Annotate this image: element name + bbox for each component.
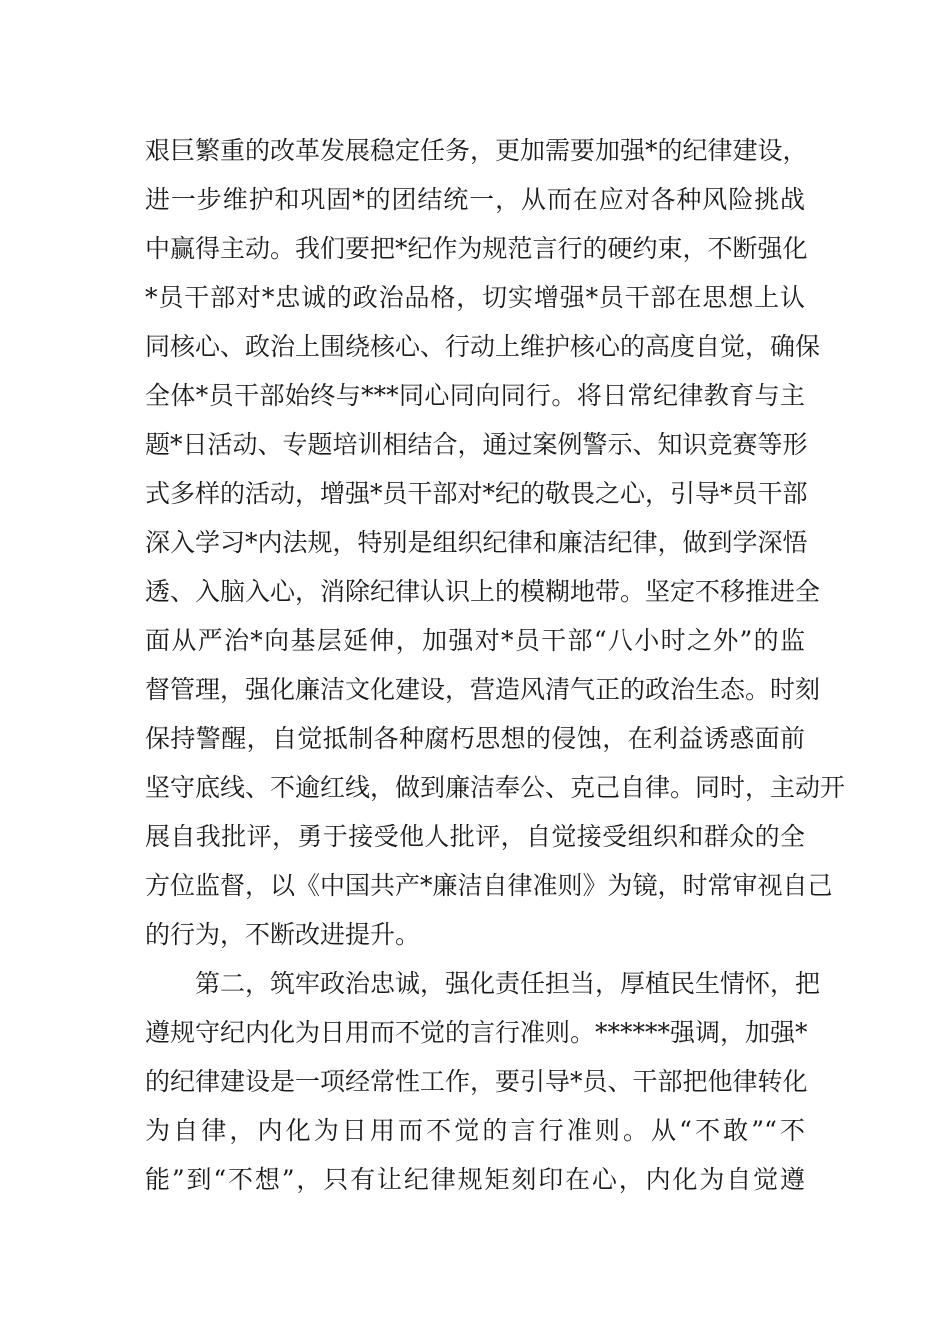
text-line: 展自我批评，勇于接受他人批评，自觉接受组织和群众的全 — [145, 822, 805, 851]
text-line: 深入学习*内法规，特别是组织纪律和廉洁纪律，做到学深悟 — [145, 528, 808, 557]
text-line: 的行为，不断改进提升。 — [145, 920, 421, 949]
text-line: 的纪律建设是一项经常性工作，要引导*员、干部把他律转化 — [145, 1067, 808, 1096]
text-line: 督管理，强化廉洁文化建设，营造风清气正的政治生态。时刻 — [145, 675, 821, 704]
text-line: 同核心、政治上围绕核心、行动上维护核心的高度自觉，确保 — [145, 332, 821, 361]
text-line: 遵规守纪内化为日用而不觉的言行准则。******强调，加强* — [145, 1018, 808, 1047]
text-line: 保持警醒，自觉抵制各种腐朽思想的侵蚀，在利益诱惑面前 — [145, 724, 805, 753]
text-line: 式多样的活动，增强*员干部对*纪的敬畏之心，引导*员干部 — [145, 479, 808, 508]
text-line: 面从严治*向基层延伸，加强对*员干部“八小时之外”的监 — [145, 626, 805, 655]
text-line: 透、入脑入心，消除纪律认识上的模糊地带。坚定不移推进全 — [145, 577, 821, 606]
text-line: *员干部对*忠诚的政治品格，切实增强*员干部在思想上认 — [145, 283, 805, 312]
text-line: 方位监督，以《中国共产*廉洁自律准则》为镜，时常审视自己 — [145, 871, 833, 900]
text-line: 为自律，内化为日用而不觉的言行准则。从“不敢”“不 — [145, 1116, 805, 1145]
text-line: 题*日活动、专题培训相结合，通过案例警示、知识竞赛等形 — [145, 430, 808, 459]
text-line: 坚守底线、不逾红线，做到廉洁奉公、克己自律。同时，主动开 — [145, 773, 846, 802]
text-line: 中赢得主动。我们要把*纪作为规范言行的硬约束，不断强化 — [145, 234, 808, 263]
text-line: 进一步维护和巩固*的团结统一，从而在应对各种风险挑战 — [145, 185, 805, 214]
text-line: 艰巨繁重的改革发展稳定任务，更加需要加强*的纪律建设， — [145, 136, 808, 165]
text-line: 能”到“不想”，只有让纪律规矩刻印在心，内化为自觉遵 — [145, 1165, 805, 1194]
text-line: 全体*员干部始终与***同心同向同行。将日常纪律教育与主 — [145, 381, 805, 410]
paragraph-first-line: 第二，筑牢政治忠诚，强化责任担当，厚植民生情怀，把 — [195, 969, 821, 998]
